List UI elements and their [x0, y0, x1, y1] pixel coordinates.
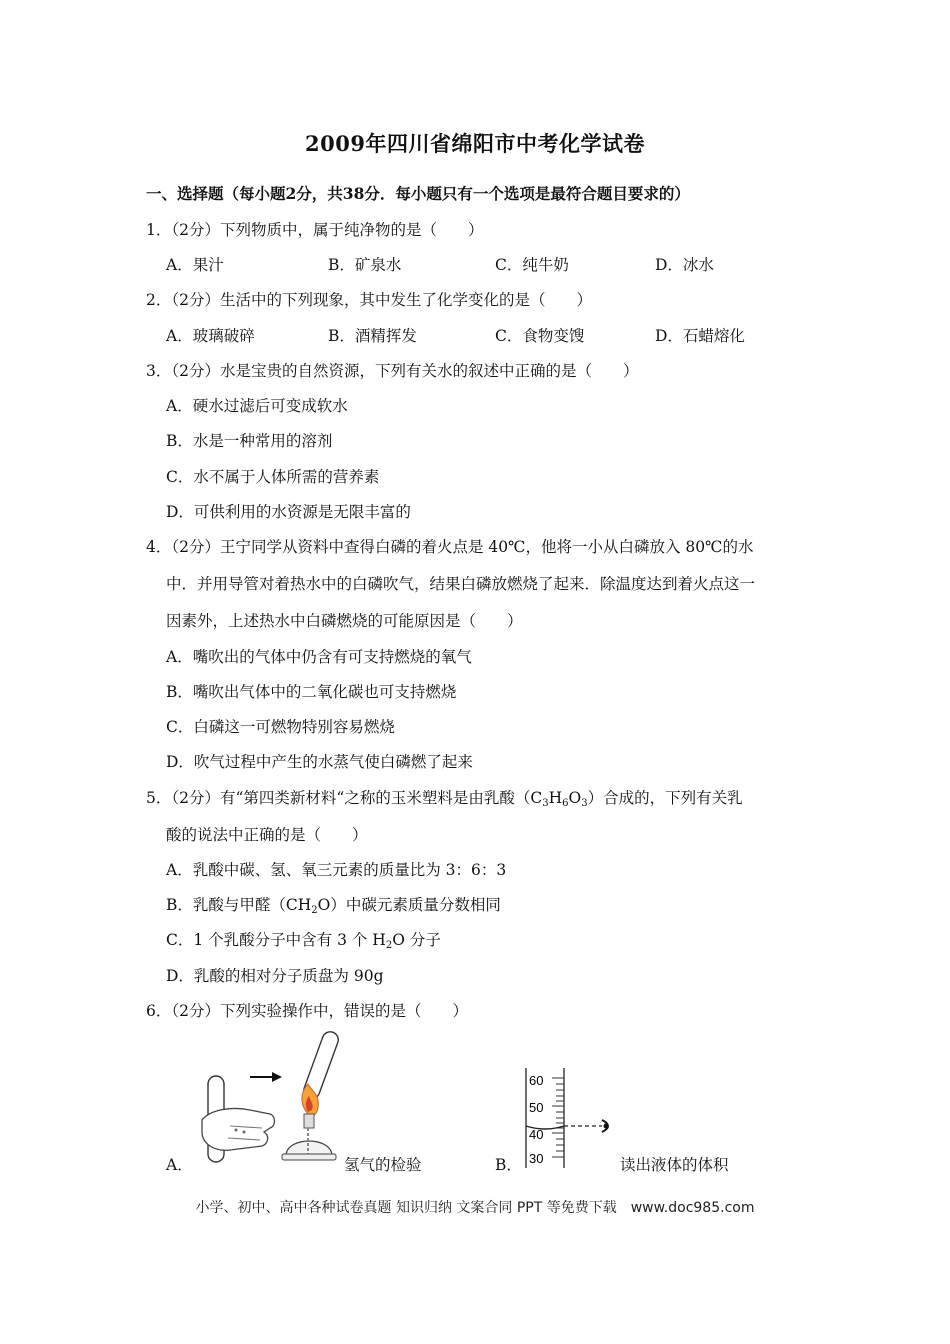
tick-label-50: 50 — [529, 1100, 544, 1115]
page-footer: 小学、初中、高中各种试卷真题 知识归纳 文案合同 PPT 等免费下载 www.doc985.com — [195, 1200, 755, 1216]
section-heading: 一、选择题（每小题2分，共38分．每小题只有一个选项是最符合题目要求的） — [146, 184, 690, 203]
page-title: 2009年四川省绵阳市中考化学试卷 — [305, 131, 645, 156]
formula-subscript: 6 — [562, 798, 569, 809]
q1-option-d: D．冰水 — [655, 256, 714, 274]
option-text-end: O 分子 — [392, 931, 441, 949]
q2-option-c: C．食物变馊 — [495, 327, 585, 345]
hydrogen-test-illustration — [190, 1028, 350, 1173]
question-4-line-2: 中．并用导管对着热水中的白磷吹气，结果白磷放燃烧了起来．除温度达到着火点这一 — [166, 575, 756, 593]
q1-option-c: C．纯牛奶 — [495, 256, 569, 274]
tick-label-40: 40 — [529, 1127, 544, 1142]
q6-option-a-letter: A． — [166, 1156, 193, 1174]
q4-option-b: B．嘴吹出气体中的二氧化碳也可支持燃烧 — [166, 683, 457, 701]
question-number: 6． — [146, 1002, 172, 1020]
question-text: （2分）生活中的下列现象，其中发生了化学变化的是（ ） — [171, 291, 592, 309]
formula-subscript: 2 — [311, 905, 318, 916]
question-4 — [146, 535, 753, 557]
q2-option-d: D．石蜡熔化 — [655, 327, 745, 345]
q4-option-c: C．白磷这一可燃物特别容易燃烧 — [166, 718, 395, 736]
q6-option-b-caption: 读出液体的体积 — [620, 1156, 729, 1174]
q3-option-a: A．硬水过滤后可变成软水 — [166, 397, 348, 415]
question-2 — [146, 288, 592, 310]
formula-subscript: 3 — [542, 798, 549, 809]
q3-option-d: D．可供利用的水资源是无限丰富的 — [166, 503, 411, 521]
option-text: B．乳酸与甲醛（CH — [166, 896, 312, 914]
question-text: （2分）下列实验操作中，错误的是（ ） — [171, 1002, 468, 1020]
question-4-line-3: 因素外，上述热水中白磷燃烧的可能原因是（ ） — [166, 612, 523, 630]
option-text-end: O）中碳元素质量分数相同 — [317, 896, 501, 914]
q1-option-b: B．矿泉水 — [328, 256, 402, 274]
q5-option-c — [166, 928, 441, 951]
q4-option-a: A．嘴吹出的气体中仍含有可支持燃烧的氧气 — [166, 648, 472, 666]
question-text-line-1-end: ）合成的，下列有关乳 — [587, 789, 743, 807]
question-1 — [146, 218, 484, 240]
question-text: （2分）水是宝贵的自然资源，下列有关水的叙述中正确的是（ ） — [171, 362, 639, 380]
q5-option-a: A．乳酸中碳、氢、氧三元素的质量比为 3：6：3 — [166, 861, 507, 879]
tick-label-60: 60 — [529, 1073, 544, 1088]
formula-element: O — [568, 789, 582, 807]
tick-label-30: 30 — [529, 1151, 544, 1166]
q5-option-b — [166, 893, 501, 916]
question-text-line-1: （2分）有“第四类新材料“之称的玉米塑料是由乳酸（C — [171, 789, 543, 807]
formula-subscript: 2 — [385, 940, 393, 951]
formula-subscript: 3 — [581, 798, 588, 809]
q3-option-b: B．水是一种常用的溶剂 — [166, 432, 333, 450]
question-number: 2． — [146, 291, 172, 309]
q5-option-d: D．乳酸的相对分子质盘为 90g — [166, 967, 384, 985]
q6-option-b-letter: B． — [495, 1156, 522, 1174]
question-text: （2分）下列物质中，属于纯净物的是（ ） — [171, 221, 484, 239]
graduated-cylinder-illustration — [518, 1064, 628, 1174]
question-number: 5． — [146, 789, 172, 807]
question-5 — [146, 786, 743, 809]
q2-option-a: A．玻璃破碎 — [166, 327, 255, 345]
q4-option-d: D．吹气过程中产生的水蒸气使白磷燃了起来 — [166, 753, 473, 771]
q3-option-c: C．水不属于人体所需的营养素 — [166, 468, 380, 486]
question-3 — [146, 359, 639, 381]
question-6 — [146, 999, 468, 1021]
q1-option-a: A．果汁 — [166, 256, 224, 274]
q6-option-a-caption: 氢气的检验 — [344, 1156, 422, 1174]
q2-option-b: B．酒精挥发 — [328, 327, 417, 345]
question-5-line-2: 酸的说法中正确的是（ ） — [166, 826, 368, 844]
question-number: 1． — [146, 221, 172, 239]
question-number: 3． — [146, 362, 172, 380]
option-text: C．1 个乳酸分子中含有 3 个 H — [166, 931, 386, 949]
question-text-line-1: （2分）王宁同学从资料中查得白磷的着火点是 40℃，他将一小从白磷放入 80℃的水 — [171, 538, 754, 556]
formula-element: H — [548, 789, 563, 807]
question-number: 4． — [146, 538, 172, 556]
